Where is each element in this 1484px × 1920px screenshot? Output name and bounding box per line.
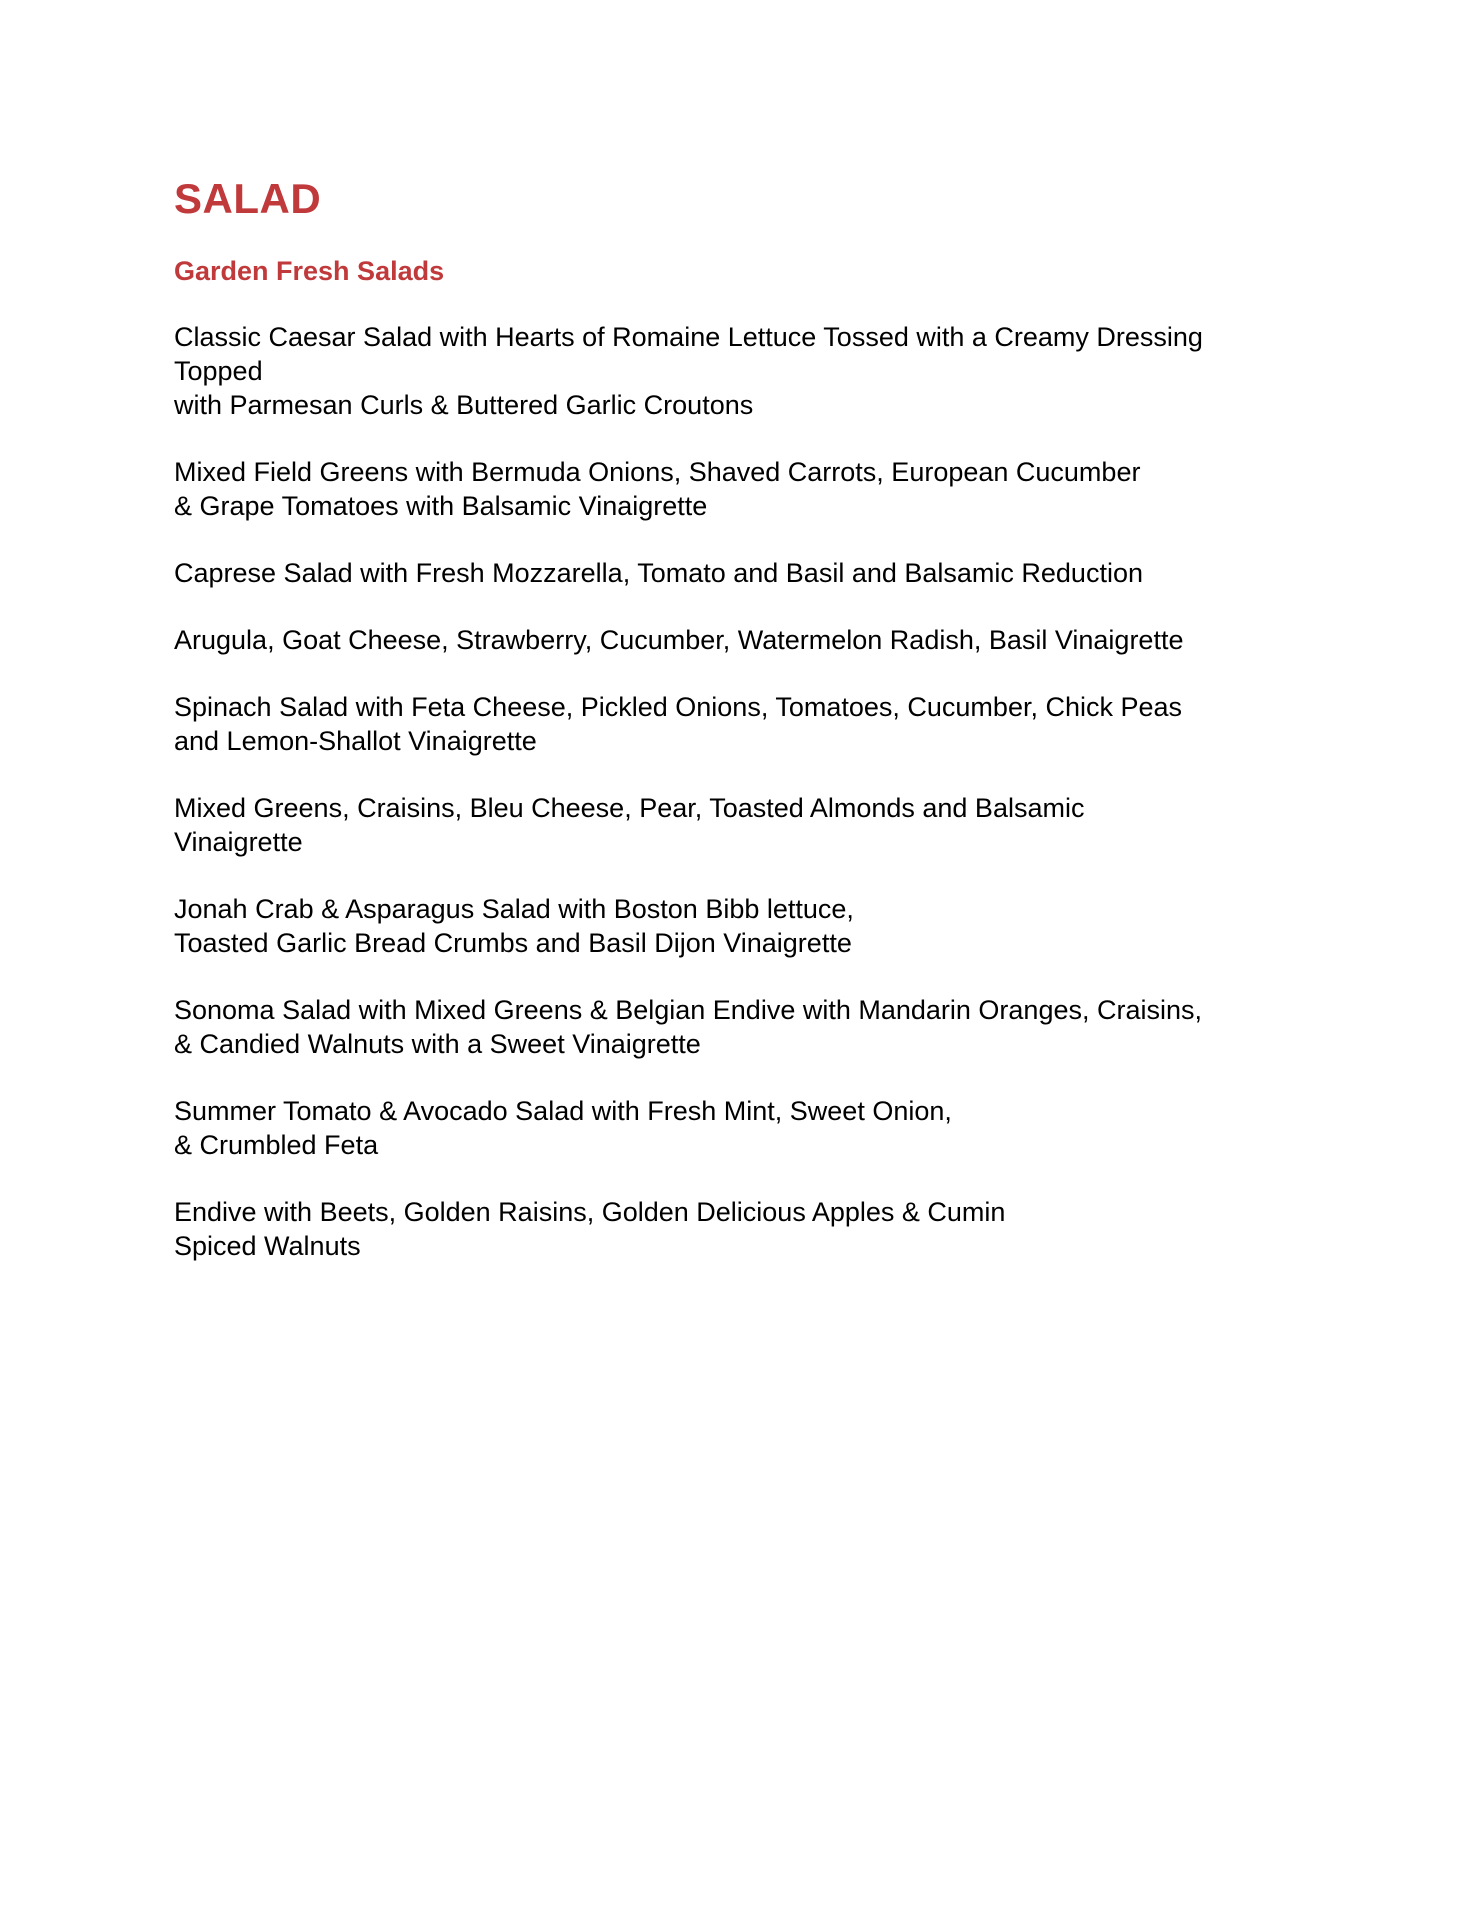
menu-item — [174, 320, 1334, 422]
menu-item — [174, 993, 1334, 1061]
menu-item — [174, 791, 1334, 859]
menu-item — [174, 690, 1334, 758]
menu-item-line: & Candied Walnuts with a Sweet Vinaigrette — [174, 1029, 701, 1059]
page-title: SALAD — [174, 175, 322, 222]
menu-item-line: Spiced Walnuts — [174, 1231, 361, 1261]
menu-item — [174, 455, 1334, 523]
menu-item-line: Mixed Greens, Craisins, Bleu Cheese, Pear, Toasted Almonds and Balsamic — [174, 793, 1085, 823]
menu-item — [174, 892, 1334, 960]
section-subtitle: Garden Fresh Salads — [174, 256, 445, 286]
menu-item-line: and Lemon-Shallot Vinaigrette — [174, 726, 537, 756]
menu-page — [174, 172, 1334, 1296]
menu-item-line: Arugula, Goat Cheese, Strawberry, Cucumber, Watermelon Radish, Basil Vinaigrette — [174, 625, 1184, 655]
menu-item-line: Summer Tomato & Avocado Salad with Fresh Mint, Sweet Onion, — [174, 1096, 952, 1126]
menu-item-line: Caprese Salad with Fresh Mozzarella, Tomato and Basil and Balsamic Reduction — [174, 558, 1143, 588]
menu-item-line: & Grape Tomatoes with Balsamic Vinaigrette — [174, 491, 708, 521]
menu-item-line: Vinaigrette — [174, 827, 303, 857]
menu-item-line: Spinach Salad with Feta Cheese, Pickled Onions, Tomatoes, Cucumber, Chick Peas — [174, 692, 1183, 722]
menu-item — [174, 556, 1334, 590]
menu-item-line: Classic Caesar Salad with Hearts of Romaine Lettuce Tossed with a Creamy Dressing — [174, 322, 1203, 352]
menu-item-line: Topped — [174, 356, 263, 386]
menu-item-line: Mixed Field Greens with Bermuda Onions, Shaved Carrots, European Cucumber — [174, 457, 1141, 487]
menu-item-line: Endive with Beets, Golden Raisins, Golden Delicious Apples & Cumin — [174, 1197, 1006, 1227]
menu-item-line: & Crumbled Feta — [174, 1130, 379, 1160]
menu-item — [174, 623, 1334, 657]
menu-item-line: with Parmesan Curls & Buttered Garlic Croutons — [174, 390, 754, 420]
menu-item — [174, 1094, 1334, 1162]
salad-list — [174, 320, 1334, 1263]
menu-item-line: Jonah Crab & Asparagus Salad with Boston Bibb lettuce, — [174, 894, 854, 924]
menu-item — [174, 1195, 1334, 1263]
menu-item-line: Sonoma Salad with Mixed Greens & Belgian Endive with Mandarin Oranges, Craisins, — [174, 995, 1203, 1025]
menu-item-line: Toasted Garlic Bread Crumbs and Basil Dijon Vinaigrette — [174, 928, 852, 958]
